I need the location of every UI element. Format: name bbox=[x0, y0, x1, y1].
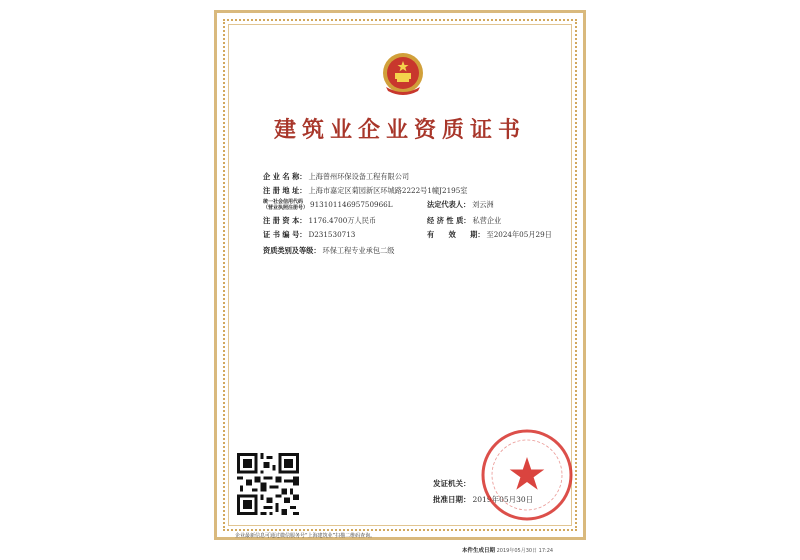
validity-row bbox=[427, 229, 552, 241]
footer-label: 本件生成日期 bbox=[462, 548, 496, 554]
company-name-value: 上海曾州环保设备工程有限公司 bbox=[308, 172, 410, 181]
company-name-row bbox=[263, 171, 409, 183]
address-row bbox=[263, 185, 468, 197]
generation-footer bbox=[462, 546, 553, 554]
credit-code-label bbox=[263, 199, 308, 211]
qualification-value: 环保工程专业承包二级 bbox=[322, 246, 395, 255]
legal-rep-row bbox=[427, 199, 494, 211]
issuer-label: 发证机关： bbox=[433, 479, 471, 488]
approval-date-value: 2019年05月30日 bbox=[472, 495, 534, 504]
address-value: 上海市嘉定区菊园新区环城路2222号1幢J2195室 bbox=[308, 186, 468, 195]
econ-type-value: 私营企业 bbox=[472, 216, 502, 225]
certificate-title: 建筑业企业资质证书 bbox=[273, 117, 526, 143]
certificate bbox=[214, 10, 586, 540]
econ-type-row bbox=[427, 215, 501, 227]
validity-value: 至2024年05月29日 bbox=[486, 230, 552, 239]
credit-code-value: 91310114695750966L bbox=[310, 200, 393, 209]
qualification-row bbox=[263, 245, 394, 257]
cert-no-label: 证 书 编 号： bbox=[263, 230, 307, 239]
credit-code-row bbox=[263, 199, 393, 211]
cert-no-value: D231530713 bbox=[308, 230, 356, 239]
official-seal-icon bbox=[479, 427, 575, 523]
validity-label: 有 效 期： bbox=[427, 230, 485, 239]
company-name-label: 企 业 名 称： bbox=[263, 172, 307, 181]
econ-type-label: 经 济 性 质： bbox=[427, 216, 471, 225]
capital-value: 1176.4700万人民币 bbox=[308, 216, 377, 225]
cert-no-row bbox=[263, 229, 355, 241]
footer-date: 2019年05月30日 17:24 bbox=[496, 548, 554, 554]
national-emblem-icon bbox=[380, 51, 426, 97]
legal-rep-value: 刘云洲 bbox=[472, 200, 494, 209]
address-label: 注 册 地 址： bbox=[263, 186, 307, 195]
capital-row bbox=[263, 215, 376, 227]
verification-notice: 企业最新信息可通过微信服务号“上海建筑业”扫描二维码查询。 bbox=[235, 533, 376, 539]
approval-date-label: 批准日期： bbox=[433, 495, 471, 504]
qualification-label: 资质类别及等级： bbox=[263, 246, 321, 255]
qr-code-icon[interactable] bbox=[237, 453, 299, 515]
capital-label: 注 册 资 本： bbox=[263, 216, 307, 225]
credit-code-label-line1: 统一社会信用代码 bbox=[263, 199, 304, 205]
credit-code-label-line2: （营业执照注册号） bbox=[263, 205, 309, 211]
legal-rep-label: 法定代表人： bbox=[427, 200, 471, 209]
